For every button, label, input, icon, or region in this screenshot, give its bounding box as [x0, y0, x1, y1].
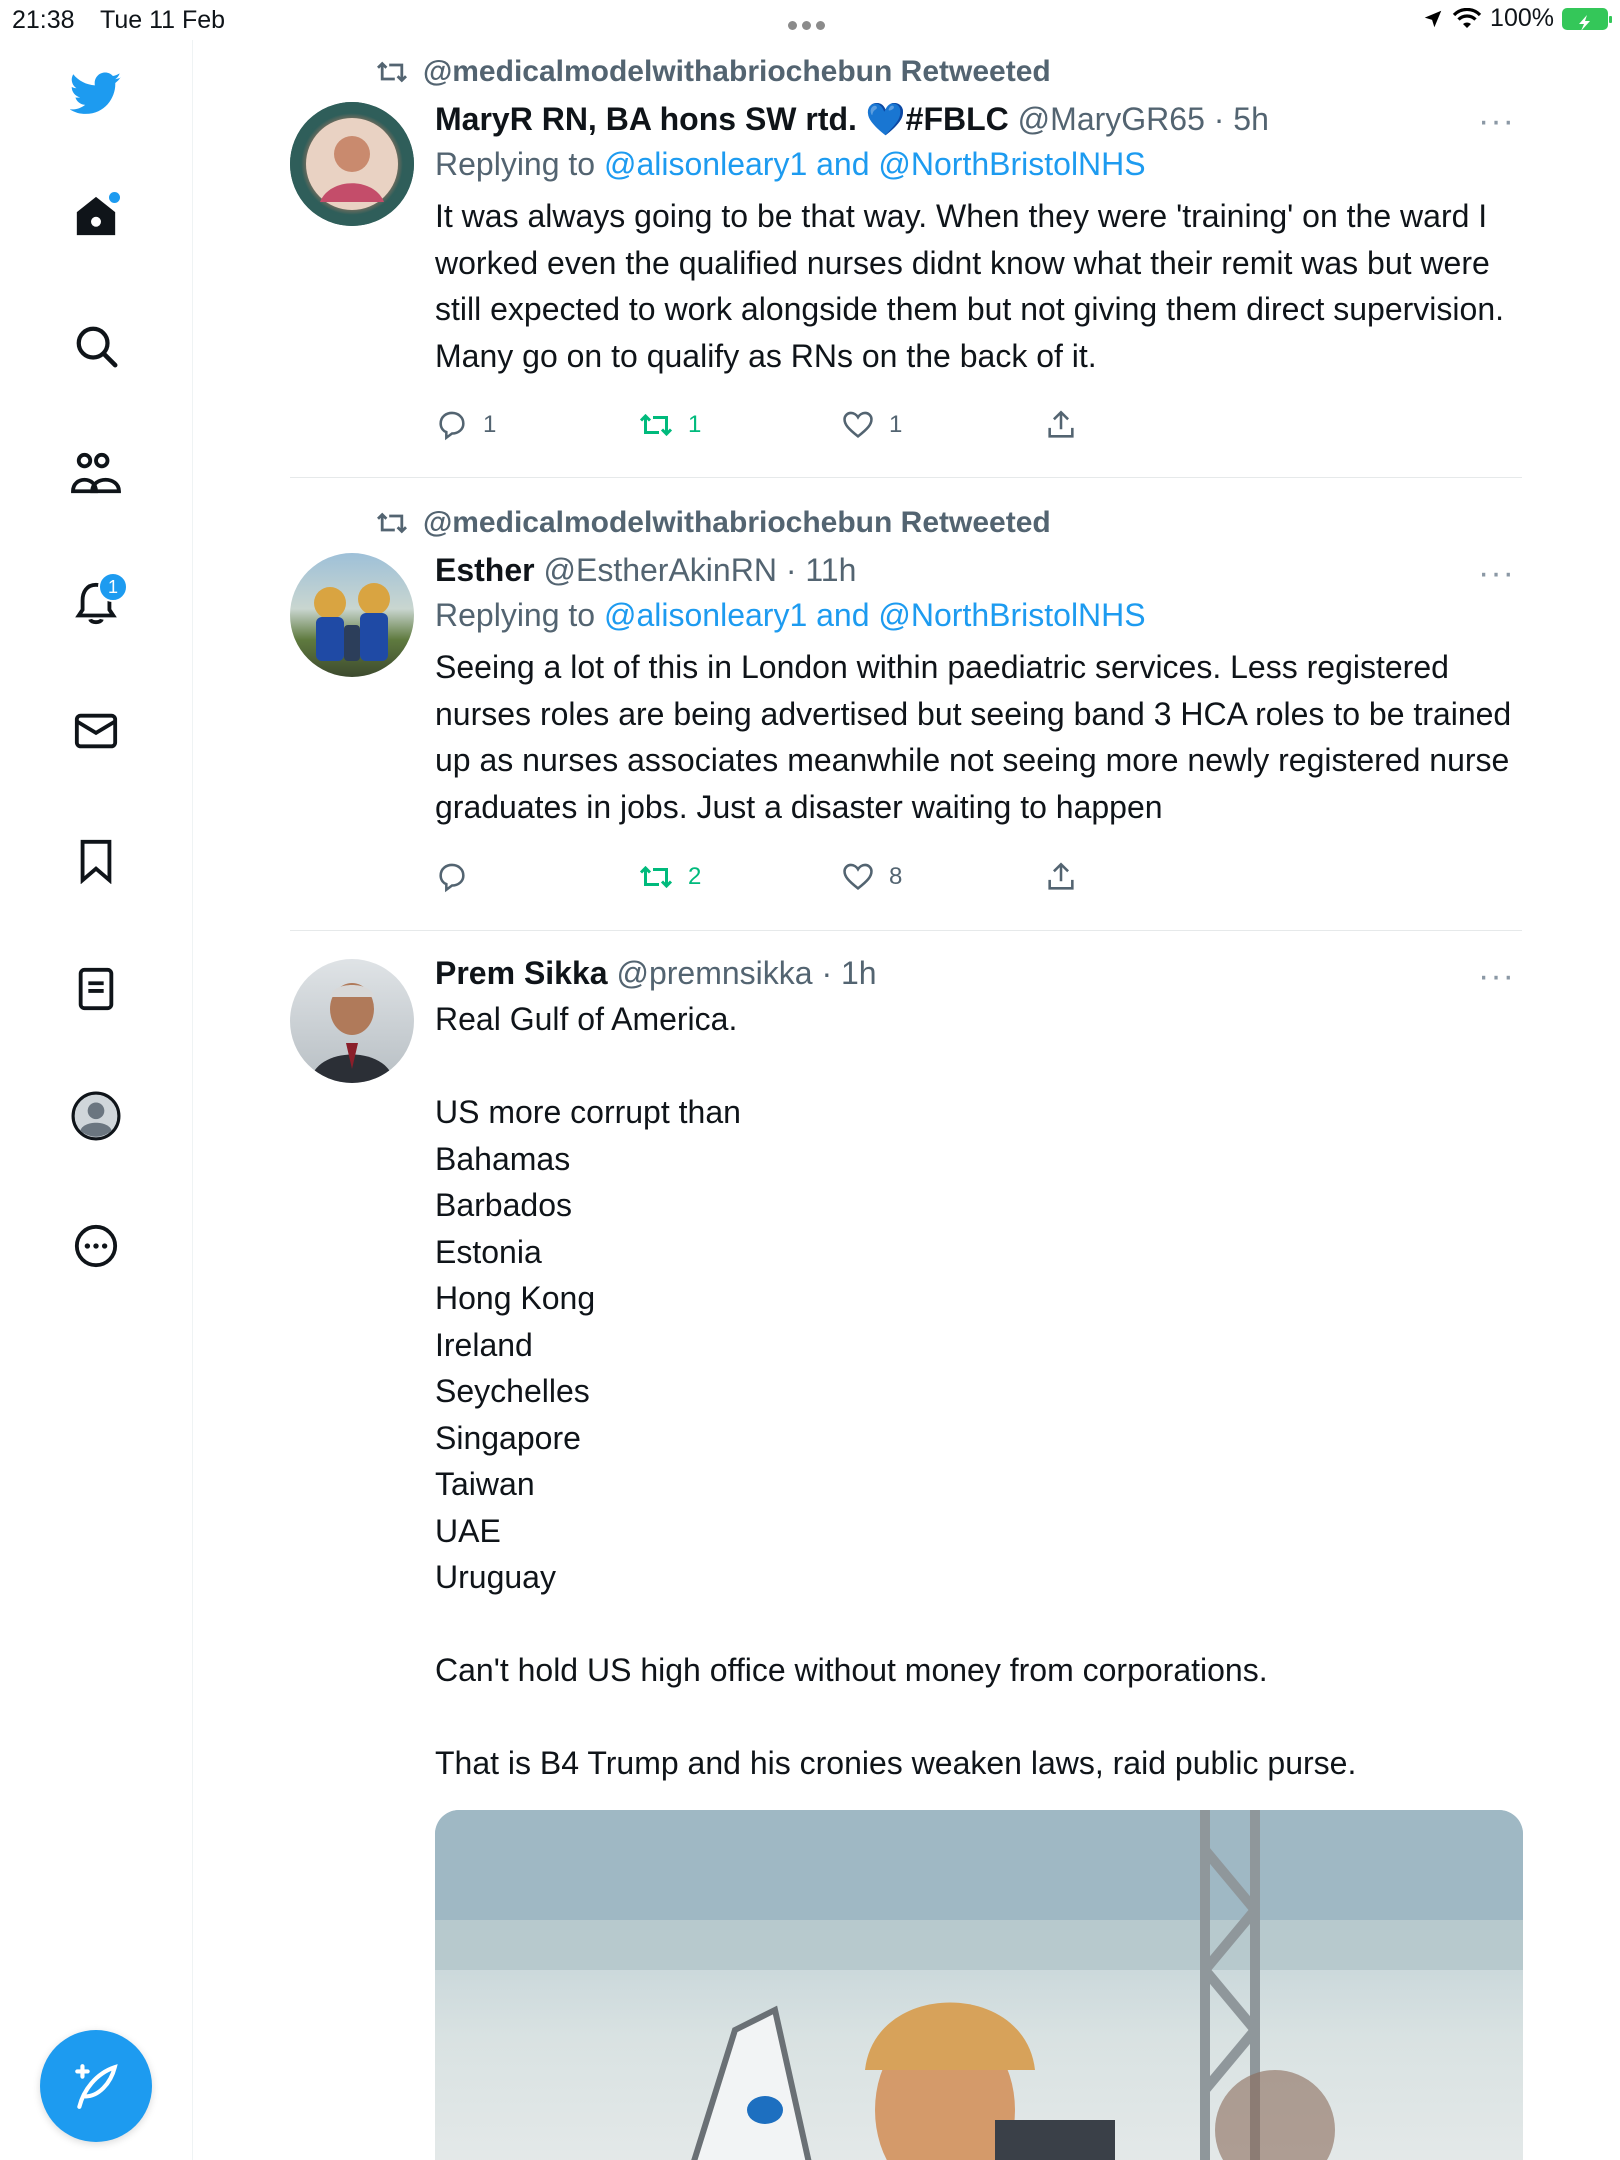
tweet-text-line: Bahamas: [435, 1140, 571, 1177]
tweet-text-line: That is B4 Trump and his cronies weaken laws, raid public purse.: [435, 1745, 1357, 1781]
location-arrow-icon: [1422, 8, 1444, 30]
tweet-text-line: Seychelles: [435, 1373, 590, 1409]
home-new-dot: [109, 192, 120, 203]
wifi-icon: [1452, 8, 1482, 30]
tweet-more-options-icon[interactable]: ···: [1478, 102, 1515, 140]
tweet-text-line: Barbados: [435, 1187, 572, 1223]
avatar[interactable]: [290, 553, 414, 677]
retweet-icon: [375, 58, 409, 86]
status-time: 21:38: [12, 6, 75, 34]
handle-and-time: @EstherAkinRN · 11h: [543, 552, 857, 588]
retweet-icon: [638, 410, 674, 440]
replying-to-link[interactable]: @alisonleary1 and @NorthBristolNHS: [603, 597, 1146, 633]
heart-icon: [841, 408, 875, 442]
profile-icon[interactable]: [70, 1090, 122, 1142]
tweet-content: [435, 552, 1515, 830]
like-button[interactable]: [841, 860, 1044, 894]
avatar[interactable]: [290, 959, 414, 1083]
tweet-content: [435, 100, 1515, 379]
tweet-actions: [435, 408, 1247, 442]
like-button[interactable]: [841, 408, 1044, 442]
like-count: 1: [889, 411, 903, 438]
tweet-text-line: Can't hold US high office without money from corporations.: [435, 1652, 1268, 1688]
reply-icon: [435, 408, 469, 442]
tweet-more-options-icon[interactable]: ···: [1478, 554, 1515, 592]
tweet-header: [435, 100, 1515, 138]
replying-to-link[interactable]: @alisonleary1 and @NorthBristolNHS: [603, 146, 1146, 182]
handle-and-time: @premnsikka · 1h: [616, 955, 877, 991]
more-icon[interactable]: [70, 1220, 122, 1272]
tweet-text-line: Estonia: [435, 1233, 542, 1270]
battery-charging-icon: [1562, 8, 1608, 30]
battery-percent: 100%: [1490, 4, 1554, 32]
share-icon: [1044, 408, 1078, 442]
retweet-indicator: [375, 506, 1051, 540]
heart-icon: [841, 860, 875, 894]
communities-icon[interactable]: [70, 448, 122, 500]
status-indicators: [1422, 4, 1608, 33]
tweet-actions: [435, 860, 1247, 894]
avatar[interactable]: [290, 102, 414, 226]
tweet-more-options-icon[interactable]: ···: [1478, 957, 1515, 995]
display-name[interactable]: MaryR RN, BA hons SW rtd. 💙#FBLC: [435, 101, 1009, 137]
tweet-text-line: US more corrupt than: [435, 1094, 741, 1130]
search-icon[interactable]: [70, 320, 122, 372]
home-icon[interactable]: [70, 190, 122, 242]
tweet-text-line: [435, 1601, 1515, 1648]
tweet[interactable]: [290, 40, 1522, 478]
tweet-header: [435, 955, 1515, 992]
retweet-indicator: [375, 55, 1051, 89]
tweet-text-line: Uruguay: [435, 1559, 556, 1595]
retweet-icon: [638, 862, 674, 892]
reply-icon: [435, 860, 469, 894]
tweet-text-line: [435, 1043, 1515, 1090]
compose-tweet-button[interactable]: [40, 2030, 152, 2142]
share-button[interactable]: [1044, 860, 1247, 894]
tweet-media-image[interactable]: [435, 1810, 1523, 2160]
replying-to-prefix: Replying to: [435, 597, 604, 633]
messages-icon[interactable]: [70, 705, 122, 757]
tweet-text-line: UAE: [435, 1512, 501, 1549]
retweet-button[interactable]: [638, 860, 841, 894]
retweeted-by-label: @medicalmodelwithabriochebun Retweeted: [423, 506, 1051, 539]
tweet-text-line: Ireland: [435, 1326, 533, 1363]
reply-count: 1: [483, 411, 497, 438]
display-name[interactable]: Esther: [435, 552, 535, 588]
replying-to-line: [435, 146, 1515, 183]
twitter-logo-icon[interactable]: [70, 68, 122, 120]
handle-and-time: @MaryGR65 · 5h: [1017, 101, 1269, 137]
display-name[interactable]: Prem Sikka: [435, 955, 608, 991]
share-button[interactable]: [1044, 408, 1247, 442]
reply-button[interactable]: [435, 860, 638, 894]
compose-feather-icon: [71, 2061, 121, 2111]
retweeted-by-label: @medicalmodelwithabriochebun Retweeted: [423, 55, 1051, 88]
tweet-text-line: Taiwan: [435, 1466, 535, 1502]
tweet-text-line: Hong Kong: [435, 1280, 596, 1316]
sidebar-nav: [0, 40, 193, 2160]
tweet-text-line: Singapore: [435, 1419, 581, 1456]
notifications-icon[interactable]: [70, 578, 122, 630]
tweet-content: [435, 955, 1515, 1787]
tweet[interactable]: [290, 478, 1522, 931]
reply-button[interactable]: [435, 408, 638, 442]
retweet-count: 2: [688, 863, 702, 890]
multitasking-dots-icon[interactable]: [788, 8, 838, 28]
bookmarks-icon[interactable]: [70, 835, 122, 887]
tweet-text-line: [435, 1694, 1515, 1741]
lists-icon[interactable]: [70, 963, 122, 1015]
share-icon: [1044, 860, 1078, 894]
status-date: Tue 11 Feb: [100, 6, 226, 34]
notifications-badge: 1: [98, 572, 128, 602]
tweet-text: Seeing a lot of this in London within paediatric services. Less registered nurses roles are being advertised but seeing band 3 HCA roles to be trained up as nurses associates meanwhile not seeing more newly registered nurse graduates in jobs. Just a disaster waiting to happen: [435, 649, 1512, 825]
replying-to-line: [435, 597, 1515, 634]
retweet-icon: [375, 509, 409, 537]
tweet-text: [435, 996, 1515, 1787]
tweet-text-line: Real Gulf of America.: [435, 1001, 738, 1037]
like-count: 8: [889, 863, 903, 890]
replying-to-prefix: Replying to: [435, 146, 604, 182]
tweet-text: It was always going to be that way. When they were 'training' on the ward I worked even the qualified nurses didnt know what their remit was but were still expected to work alongside them but not giving them direct supervision. Many go on to qualify as RNs on the back of it.: [435, 198, 1504, 374]
retweet-count: 1: [688, 411, 702, 438]
retweet-button[interactable]: [638, 408, 841, 442]
status-bar: [0, 0, 1620, 40]
tweet-header: [435, 552, 1515, 589]
